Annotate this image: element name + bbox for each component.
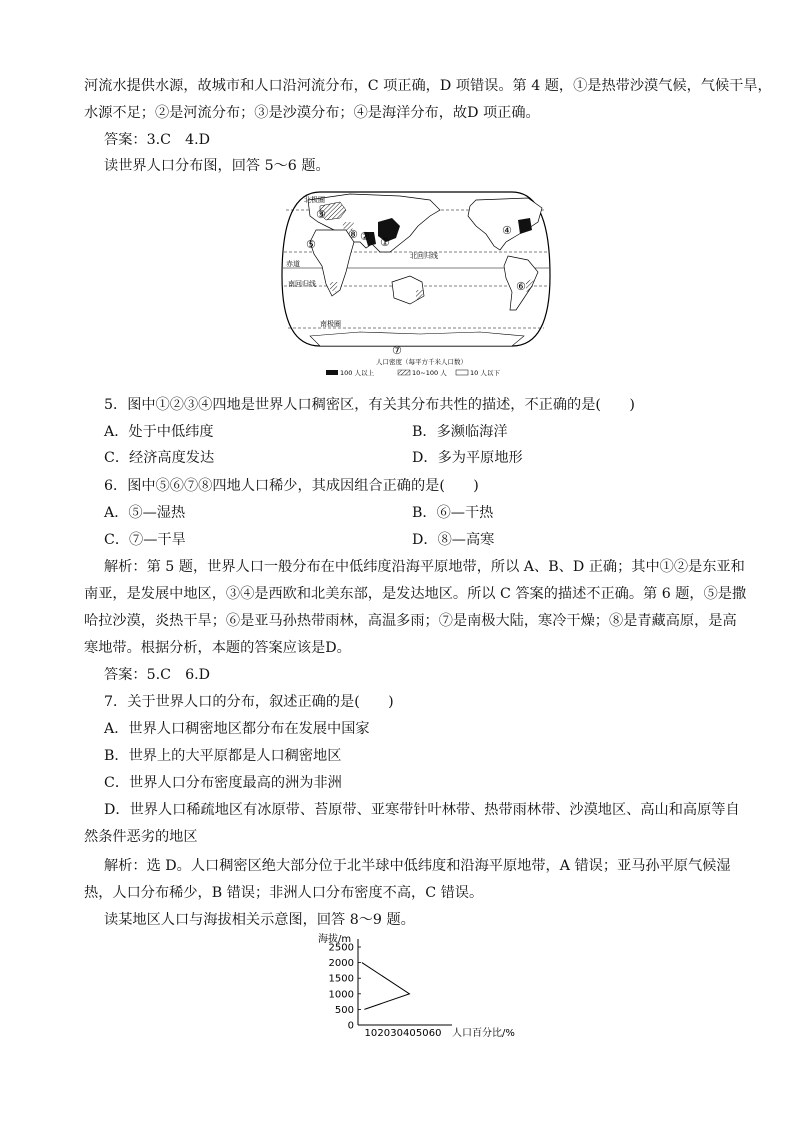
text-line: 水源不足；②是河流分布；③是沙漠分布；④是海洋分布，故D 项正确。 [84, 105, 540, 121]
x-axis-label: 人口百分比/% [452, 1028, 515, 1039]
q5-options-row-1 [104, 422, 794, 442]
q6-option-b: B．⑥—干热 [412, 505, 494, 521]
map-figure [280, 186, 552, 378]
q6-options-row-2 [104, 530, 794, 550]
q6-option-d: D．⑧—高寒 [412, 532, 495, 548]
analysis-line: 寒地带。根据分析，本题的答案应该是D。 [84, 640, 351, 656]
q7-option-d: D．世界人口稀疏地区有冰原带、苔原带、亚寒带针叶林带、热带雨林带、沙漠地区、高山和高原等自 [104, 802, 740, 818]
chart-svg [300, 930, 530, 1045]
legend-swatch-low [456, 370, 468, 375]
analysis-line: 解析：第 5 题，世界人口一般分布在中低纬度沿海平原地带，所以 A、B、D 正确；其中①②是东亚和 [104, 559, 745, 575]
q7-stem: 7．关于世界人口的分布，叙述正确的是( ) [104, 694, 394, 710]
q6-option-c: C．⑦—干旱 [104, 532, 186, 548]
x-tick-label: 60 [428, 1028, 442, 1039]
answer-line: 答案：3.C 4.D [104, 132, 211, 148]
y-tick-label: 0 [347, 1020, 354, 1032]
q5-option-b: B．多濒临海洋 [412, 424, 508, 440]
q5-stem: 5．图中①②③④四地是世界人口稠密区，有关其分布共性的描述，不正确的是( ) [104, 397, 635, 413]
marker-1: ① [380, 236, 390, 249]
world-population-map [280, 186, 552, 378]
q5-option-d: D．多为平原地形 [412, 450, 523, 466]
q6-options-row-1 [104, 503, 794, 523]
q7-option-a: A．世界人口稠密地区都分布在发展中国家 [104, 721, 370, 737]
q7-option-d-continued: 然条件恶劣的地区 [84, 829, 198, 845]
x-tick-label: 10 [364, 1028, 378, 1039]
legend-swatch-mid [398, 370, 410, 375]
analysis-line: 哈拉沙漠，炎热干旱；⑥是亚马孙热带雨林，高温多雨；⑦是南极大陆，寒冷干燥；⑧是青藏高原，是高 [84, 613, 737, 629]
marker-3: ③ [316, 208, 326, 221]
q7-option-c: C．世界人口分布密度最高的洲为非洲 [104, 775, 342, 791]
text-line: 河流水提供水源，故城市和人口沿河流分布，C 项正确，D 项错误。第 4 题，①是热带沙漠气候，气候干旱， [84, 78, 772, 94]
q6-option-a: A．⑤—湿热 [104, 505, 186, 521]
label-equator: 赤道 [286, 260, 300, 268]
analysis-line: 解析：选 D。人口稠密区绝大部分位于北半球中低纬度和沿海平原地带，A 错误；亚马孙平原气候湿 [104, 858, 731, 874]
y-tick-label: 2500 [328, 942, 354, 954]
q6-stem: 6．图中⑤⑥⑦⑧四地人口稀少，其成因组合正确的是( ) [104, 478, 479, 494]
altitude-population-chart [300, 930, 530, 1045]
marker-8: ⑧ [348, 228, 358, 241]
y-axis-label: 海拔/m [318, 934, 352, 945]
marker-7: ⑦ [392, 344, 402, 357]
population-altitude-line [362, 963, 410, 1010]
label-arctic: 北极圈 [304, 196, 325, 204]
y-tick-label: 1500 [328, 973, 354, 985]
q5-options-row-2 [104, 448, 794, 468]
q5-option-a: A．处于中低纬度 [104, 424, 214, 440]
marker-2: ② [360, 230, 370, 243]
legend-title: 人口密度（每平方千米人口数） [376, 358, 467, 366]
x-tick-label: 30 [390, 1028, 403, 1039]
y-tick-label: 500 [334, 1004, 354, 1016]
q7-option-b: B．世界上的大平原都是人口稠密地区 [104, 748, 342, 764]
label-tropic-south: 南回归线 [288, 280, 316, 288]
instruction-line: 读世界人口分布图，回答 5～6 题。 [104, 158, 330, 174]
marker-6: ⑥ [516, 280, 526, 293]
analysis-line: 热，人口分布稀少，B 错误；非洲人口分布密度不高，C 错误。 [84, 885, 484, 901]
y-tick-label: 1000 [328, 989, 354, 1001]
analysis-line: 南亚，是发展中地区，③④是西欧和北美东部，是发达地区。所以 C 答案的描述不正确。第 6 题，⑤是撒 [84, 586, 747, 602]
x-tick-label: 20 [377, 1028, 391, 1039]
legend-swatch-high [326, 370, 338, 375]
marker-5: ⑤ [306, 238, 316, 251]
x-tick-label: 50 [415, 1028, 429, 1039]
label-antarctic: 南极圈 [320, 320, 341, 328]
answer-line: 答案：5.C 6.D [104, 667, 211, 683]
q5-option-c: C．经济高度发达 [104, 450, 215, 466]
legend-label-high: 100 人以上 [340, 369, 374, 377]
y-tick-label: 2000 [328, 958, 354, 970]
x-tick-label: 40 [403, 1028, 416, 1039]
instruction-line: 读某地区人口与海拔相关示意图，回答 8～9 题。 [104, 912, 415, 928]
marker-4: ④ [502, 224, 512, 237]
legend-label-mid: 10~100 人 [412, 369, 447, 377]
legend-label-low: 10 人以下 [470, 369, 500, 377]
antarctica-shape [310, 332, 524, 346]
label-tropic-north: 北回归线 [410, 252, 438, 260]
